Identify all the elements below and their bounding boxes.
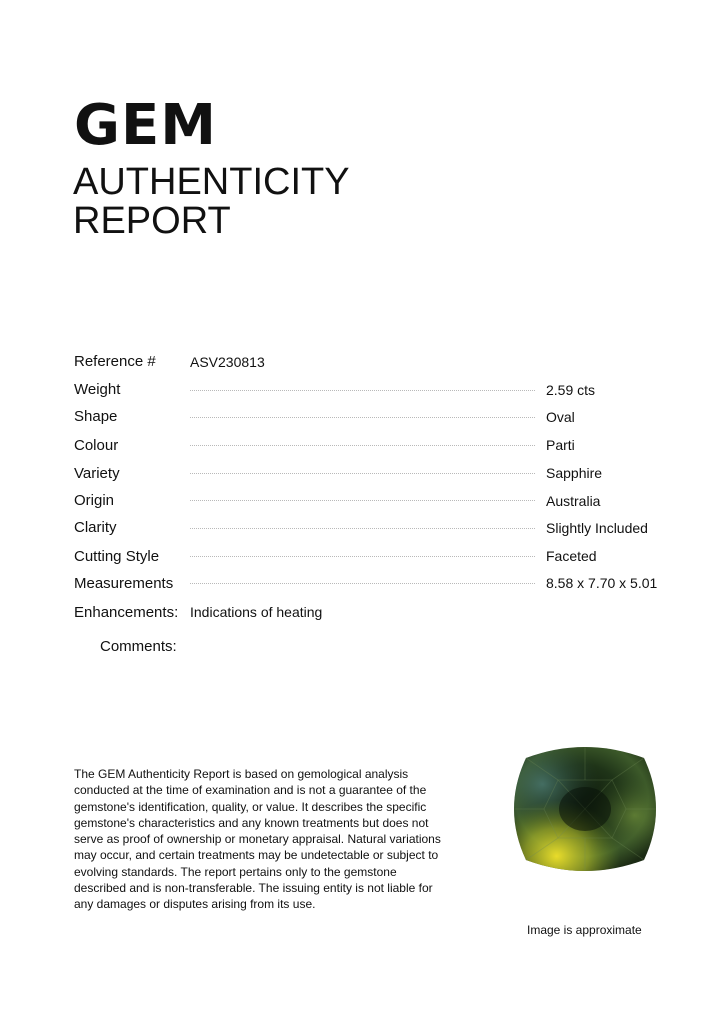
spec-value: Faceted	[546, 548, 597, 564]
report-title-line1: AUTHENTICITY	[73, 161, 350, 203]
comments-label: Comments:	[100, 638, 177, 655]
dotted-leader	[190, 528, 535, 529]
spec-label: Variety	[74, 465, 120, 482]
enhancements-value: Indications of heating	[190, 604, 323, 620]
spec-label: Weight	[74, 381, 121, 398]
spec-value: Sapphire	[546, 465, 603, 481]
spec-label: Shape	[74, 408, 118, 425]
dotted-leader	[190, 417, 535, 418]
spec-label: Measurements	[74, 575, 174, 592]
spec-label: Origin	[74, 492, 115, 509]
reference-value: ASV230813	[190, 354, 265, 370]
gemstone-image	[508, 740, 662, 878]
dotted-leader	[190, 583, 535, 584]
spec-label: Clarity	[74, 519, 117, 536]
spec-value: 2.59 cts	[546, 382, 596, 398]
disclaimer-text: The GEM Authenticity Report is based on gemological analysis conducted at the time of examination and is not a guarantee of the gemstone's identification, quality, or value. It describes the specific gemstone's characteristics and any known treatments but does not serve as proof of ownership or monetary appraisal. Natural variations may occur, and certain treatments may be undetectable or subject to evolving standards. The report pertains only to the gemstone described and is non-transferable. The issuing entity is not liable for any damages or disputes arising from its use.	[74, 767, 441, 912]
dotted-leader	[190, 473, 535, 474]
dotted-leader	[190, 500, 535, 501]
dotted-leader	[190, 556, 535, 557]
report-title-line2: REPORT	[73, 200, 231, 242]
dotted-leader	[190, 445, 535, 446]
spec-label: Cutting Style	[74, 548, 160, 565]
enhancements-label: Enhancements:	[74, 604, 179, 621]
spec-label: Colour	[74, 437, 119, 454]
spec-value: 8.58 x 7.70 x 5.01	[546, 575, 658, 591]
reference-label: Reference #	[74, 353, 156, 370]
dotted-leader	[190, 390, 535, 391]
spec-value: Oval	[546, 409, 575, 425]
report-brand: GEM	[74, 93, 217, 158]
spec-value: Slightly Included	[546, 520, 648, 536]
spec-value: Parti	[546, 437, 575, 453]
image-caption: Image is approximate	[527, 923, 642, 937]
spec-value: Australia	[546, 493, 601, 509]
